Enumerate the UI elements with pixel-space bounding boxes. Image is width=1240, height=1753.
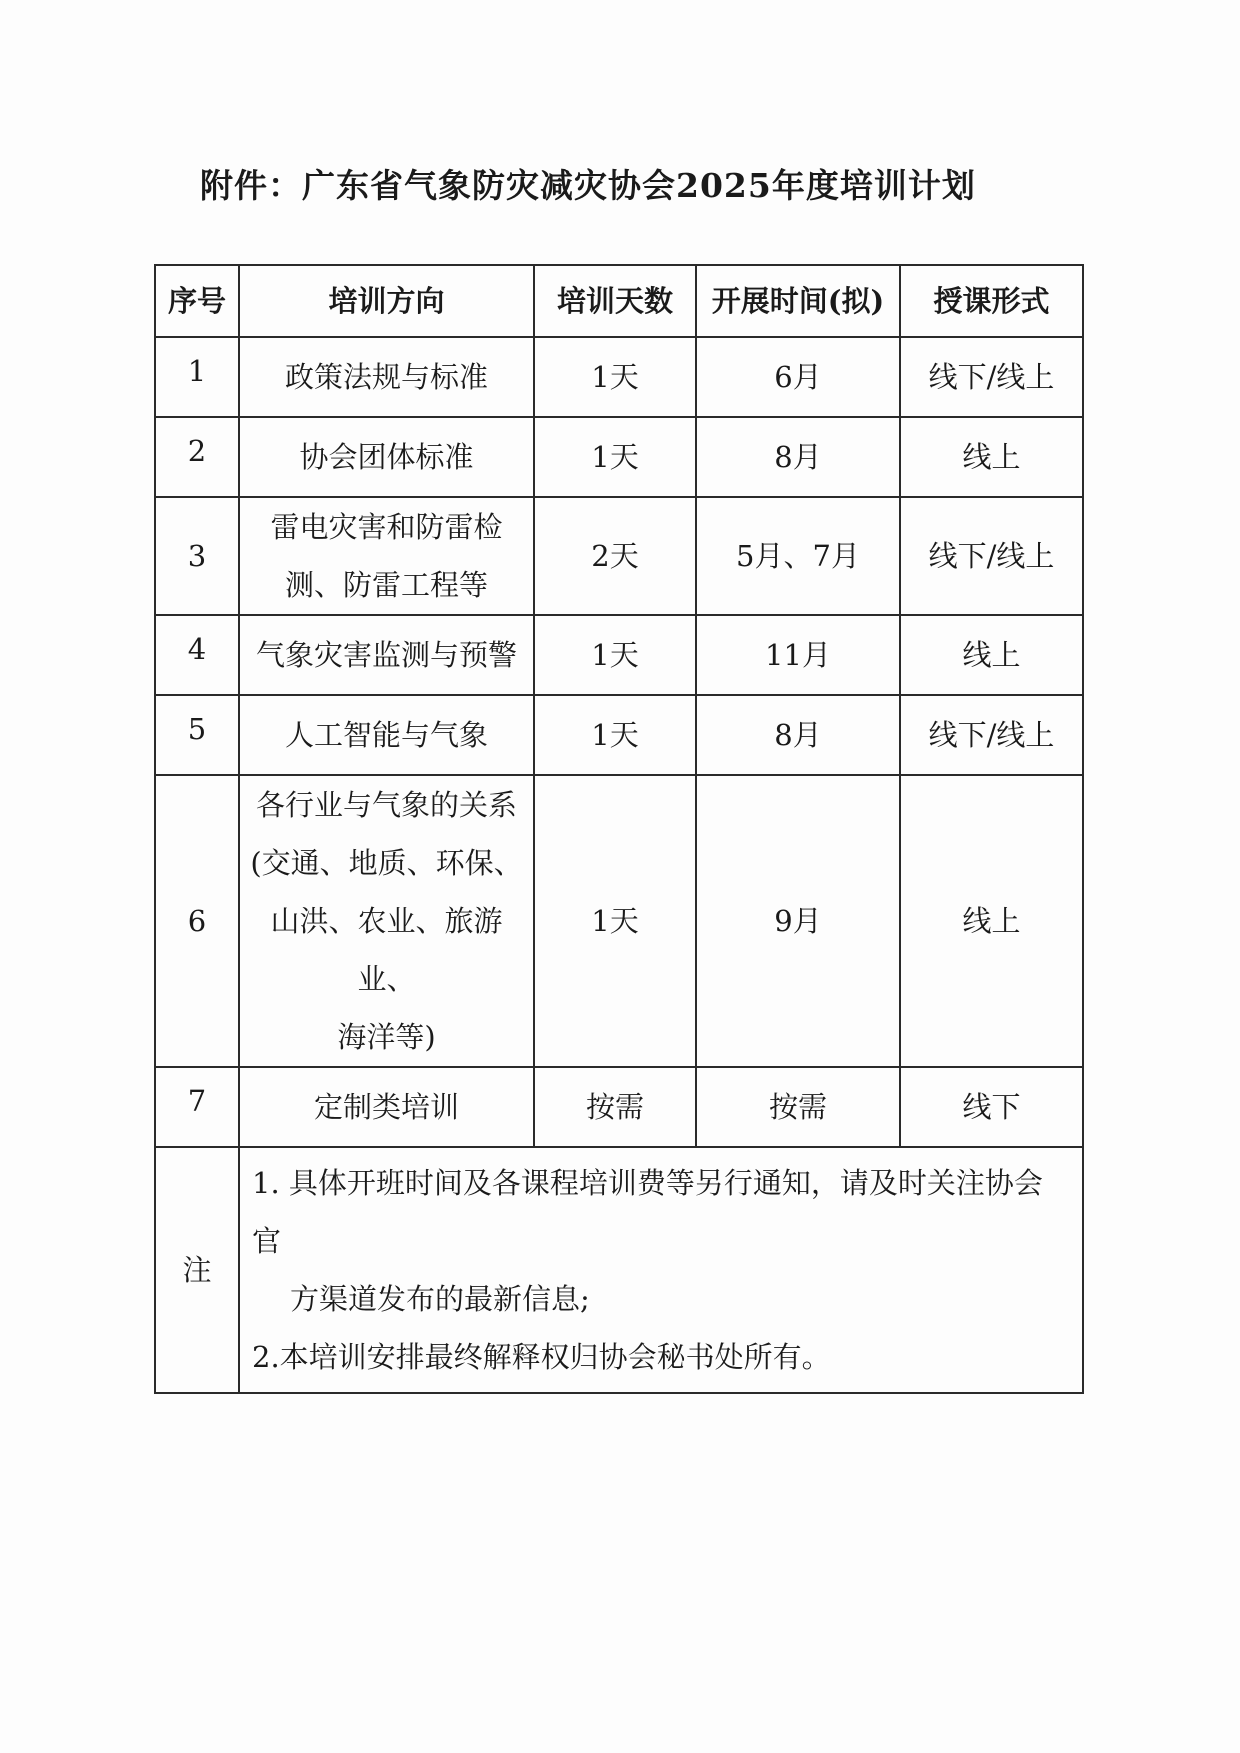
header-topic: 培训方向 bbox=[239, 265, 534, 337]
row-topic: 协会团体标准 bbox=[239, 417, 534, 497]
row-format: 线下/线上 bbox=[900, 695, 1083, 775]
row-time: 9月 bbox=[696, 775, 900, 1067]
table-row bbox=[155, 497, 1083, 615]
header-time: 开展时间(拟) bbox=[696, 265, 900, 337]
row-time: 8月 bbox=[696, 695, 900, 775]
row-time: 8月 bbox=[696, 417, 900, 497]
row-format: 线下 bbox=[900, 1067, 1083, 1147]
row-days: 1天 bbox=[534, 695, 696, 775]
row-topic-line: 各行业与气象的关系 bbox=[255, 788, 517, 822]
note-item-1: 1. 具体开班时间及各课程培训费等另行通知，请及时关注协会官 bbox=[252, 1166, 1043, 1258]
table-row bbox=[155, 1067, 1083, 1147]
row-index: 1 bbox=[155, 337, 239, 417]
row-topic-line: 雷电灾害和防雷检 bbox=[270, 510, 503, 544]
row-format: 线下/线上 bbox=[900, 497, 1083, 615]
row-topic bbox=[239, 497, 534, 615]
row-topic bbox=[239, 775, 534, 1067]
row-topic: 定制类培训 bbox=[239, 1067, 534, 1147]
row-index: 4 bbox=[155, 615, 239, 695]
row-topic: 政策法规与标准 bbox=[239, 337, 534, 417]
notes-row bbox=[155, 1147, 1083, 1393]
row-topic-line: (交通、地质、环保、 bbox=[250, 846, 523, 880]
row-days: 1天 bbox=[534, 417, 696, 497]
notes-label: 注 bbox=[155, 1147, 239, 1393]
row-time: 11月 bbox=[696, 615, 900, 695]
row-time: 5月、7月 bbox=[696, 497, 900, 615]
header-days: 培训天数 bbox=[534, 265, 696, 337]
header-format: 授课形式 bbox=[900, 265, 1083, 337]
row-format: 线上 bbox=[900, 775, 1083, 1067]
header-index: 序号 bbox=[155, 265, 239, 337]
table-row bbox=[155, 695, 1083, 775]
row-index: 3 bbox=[155, 497, 239, 615]
row-format: 线下/线上 bbox=[900, 337, 1083, 417]
row-topic-line: 测、防雷工程等 bbox=[284, 568, 488, 602]
table-row bbox=[155, 615, 1083, 695]
row-days: 2天 bbox=[534, 497, 696, 615]
row-format: 线上 bbox=[900, 417, 1083, 497]
row-index: 2 bbox=[155, 417, 239, 497]
row-days: 1天 bbox=[534, 775, 696, 1067]
row-index: 6 bbox=[155, 775, 239, 1067]
row-topic: 人工智能与气象 bbox=[239, 695, 534, 775]
note-item-1-cont: 方渠道发布的最新信息; bbox=[290, 1282, 590, 1316]
row-topic: 气象灾害监测与预警 bbox=[239, 615, 534, 695]
table-header-row bbox=[155, 265, 1083, 337]
row-time: 6月 bbox=[696, 337, 900, 417]
page-title: 附件：广东省气象防灾减灾协会2025年度培训计划 bbox=[200, 166, 976, 205]
table-row bbox=[155, 775, 1083, 1067]
note-item-2: 2.本培训安排最终解释权归协会秘书处所有。 bbox=[252, 1340, 831, 1374]
row-topic-line: 山洪、农业、旅游业、 bbox=[270, 904, 503, 996]
row-index: 5 bbox=[155, 695, 239, 775]
training-plan-table bbox=[154, 264, 1084, 1394]
row-topic-line: 海洋等) bbox=[337, 1020, 436, 1054]
row-days: 1天 bbox=[534, 615, 696, 695]
row-days: 1天 bbox=[534, 337, 696, 417]
table-row bbox=[155, 337, 1083, 417]
notes-content bbox=[239, 1147, 1083, 1393]
row-index: 7 bbox=[155, 1067, 239, 1147]
row-days: 按需 bbox=[534, 1067, 696, 1147]
row-format: 线上 bbox=[900, 615, 1083, 695]
row-time: 按需 bbox=[696, 1067, 900, 1147]
table-row bbox=[155, 417, 1083, 497]
